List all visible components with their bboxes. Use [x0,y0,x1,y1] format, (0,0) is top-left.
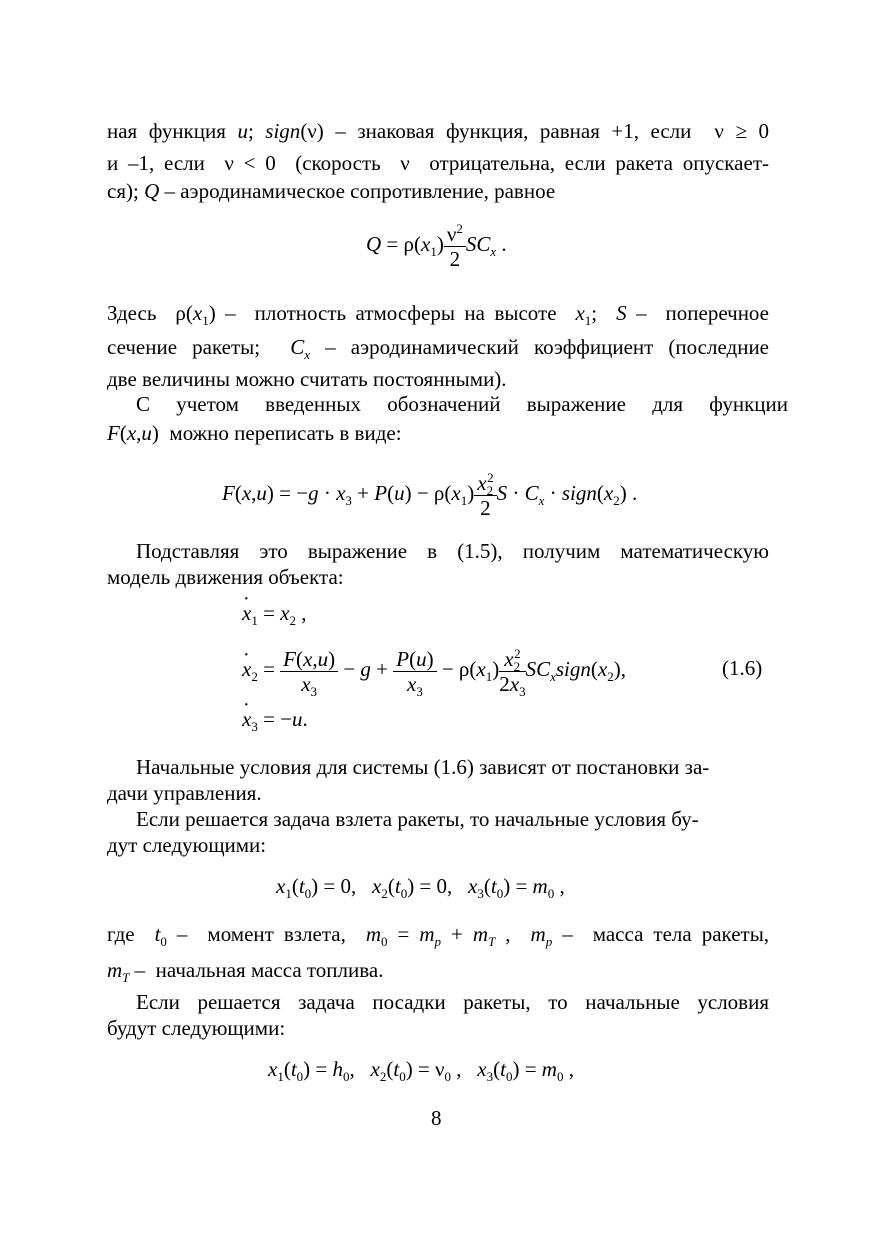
formula-F: $F(x,u) = -g \cdot x_3 + P(u) - \rho(x_1)$ $\frac{x_2^2}{2}$ $S \cdot C_x$ · $sign(x_2)$ . [222,469,638,520]
text-line: дачи управления. [107,781,262,805]
text-line: $m_T$ – начальная масса топлива. [107,958,384,986]
system-eq-2: · $x_2$ = $\frac{F(x,u)}{x_3}$ − g + $\frac{P(u)}{x_3}$ − $\rho(x_1)$ $\frac{x_2^2}{2x_3}$ $SC_xsign(x_2)$, [242,642,626,696]
formula-drag: $Q = \rho(x_1)$ $\frac{\nu^2}{2}$ $SC_x$ . [366,220,507,271]
system-eq-3: · $x_3 = -u$. [242,706,308,732]
text-line: и –1, если ν < 0 (скорость ν отрицательна, если ракета опускает- [107,151,769,175]
formula-initial-landing: $x_1(t_0) = h_0$, $x_2(t_0) = \nu_0$ , $x_3(t_0) = m_0$ , [268,1057,574,1085]
text-line: где $t_0$ – момент взлета, $m_0 = m_p + m_T$ , $m_p$ – масса тела ракеты, [107,922,770,950]
system-eq-1: · $x_1 = x_2$ , [242,600,307,626]
equation-number: (1.6) [722,656,763,680]
text-line: Если решается задача взлета ракеты, то начальные условия бу- [136,807,699,831]
text-line: Начальные условия для системы (1.6) зависят от постановки за- [136,755,710,779]
text-line: сечение ракеты; $C_x$ – аэродинамический коэффициент (последние [107,335,769,363]
formula-initial-takeoff: $x_1(t_0) = 0$, $x_2(t_0) = 0$, $x_3(t_0) = m_0$ , [276,874,565,902]
text-line: модель движения объекта: [107,565,344,589]
text-line: ная функция u; sign(ν) – знаковая функция, равная +1, если ν ≥ 0 [107,119,769,143]
text-line: ся); Q – аэродинамическое сопротивление, равное [107,179,556,203]
text-line: дут следующими: [107,833,267,857]
text-line: будут следующими: [107,1016,286,1040]
text-line: две величины можно считать постоянными). [107,367,507,391]
text-line: С учетом введенных обозначений выражение для функции [136,392,788,416]
text-line: Если решается задача посадки ракеты, то начальные условия [136,990,769,1014]
text-line: F(x,u) можно переписать в виде: [107,421,402,445]
page-number: 8 [431,1106,442,1130]
text-line: Подставляя это выражение в (1.5), получим математическую [136,539,769,563]
text-line: Здесь $\rho(x_1)$ – плотность атмосферы на высоте $x_1$; S – поперечное [107,301,770,329]
